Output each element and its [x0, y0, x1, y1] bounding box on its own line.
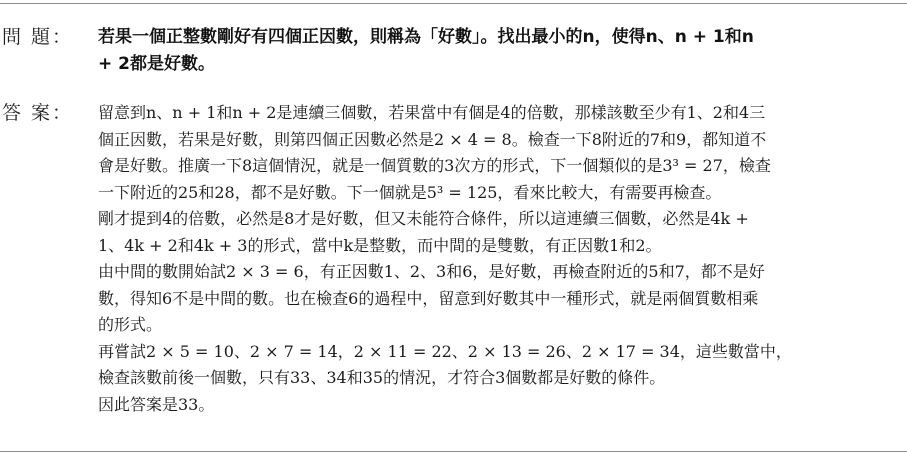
- answer-line: 數，得知6不是中間的數。也在檢查6的過程中，留意到好數其中一種形式，就是兩個質數相乘: [98, 288, 759, 308]
- answer-line: 檢查該數前後一個數，只有33、34和35的情況，才符合3個數都是好數的條件。: [98, 368, 666, 387]
- answer-line: 再嘗試2 × 5 = 10、2 × 7 = 14，2 × 11 = 22、2 × 13 = 26、2 × 17 = 34，這些數當中，: [98, 341, 792, 361]
- question-line: + 2都是好數。: [98, 54, 215, 74]
- answer-line: 由中間的數開始試2 × 3 = 6，有正因數1、2、3和6，是好數，再檢查附近的5和7，都不是好: [98, 262, 765, 281]
- answer-line: 留意到n、n + 1和n + 2是連續三個數，若果當中有個是4的倍數，那樣該數至少有1、2和4三: [98, 103, 766, 122]
- answer-line: 剛才提到4的倍數，必然是8才是好數，但又未能符合條件，所以這連續三個數，必然是4k +: [98, 209, 749, 228]
- question-line: 若果一個正整數剛好有四個正因數，則稱為「好數」。找出最小的n，使得n、n + 1和n: [98, 27, 754, 47]
- answer-label: 答 案：: [2, 102, 74, 124]
- answer-text: [98, 100, 904, 418]
- question-label: 問 題：: [2, 26, 74, 48]
- answer-line: 因此答案是33。: [98, 394, 215, 414]
- answer-line: 一下附近的25和28，都不是好數。下一個就是5³ = 125，看來比較大，有需要再檢查。: [98, 182, 722, 202]
- answer-line: 1、4k + 2和4k + 3的形式，當中k是整數，而中間的是雙數，有正因數1和2。: [98, 235, 662, 255]
- answer-line: 個正因數，若果是好數，則第四個正因數必然是2 × 4 = 8。檢查一下8附近的7和9，都知道不: [98, 129, 767, 149]
- question-text: [98, 24, 904, 78]
- top-rule: [0, 3, 907, 4]
- bottom-rule: [0, 451, 907, 452]
- answer-line: 會是好數。推廣一下8這個情況，就是一個質數的3次方的形式，下一個類似的是3³ = 27，檢查: [98, 156, 771, 175]
- answer-line: 的形式。: [98, 315, 163, 334]
